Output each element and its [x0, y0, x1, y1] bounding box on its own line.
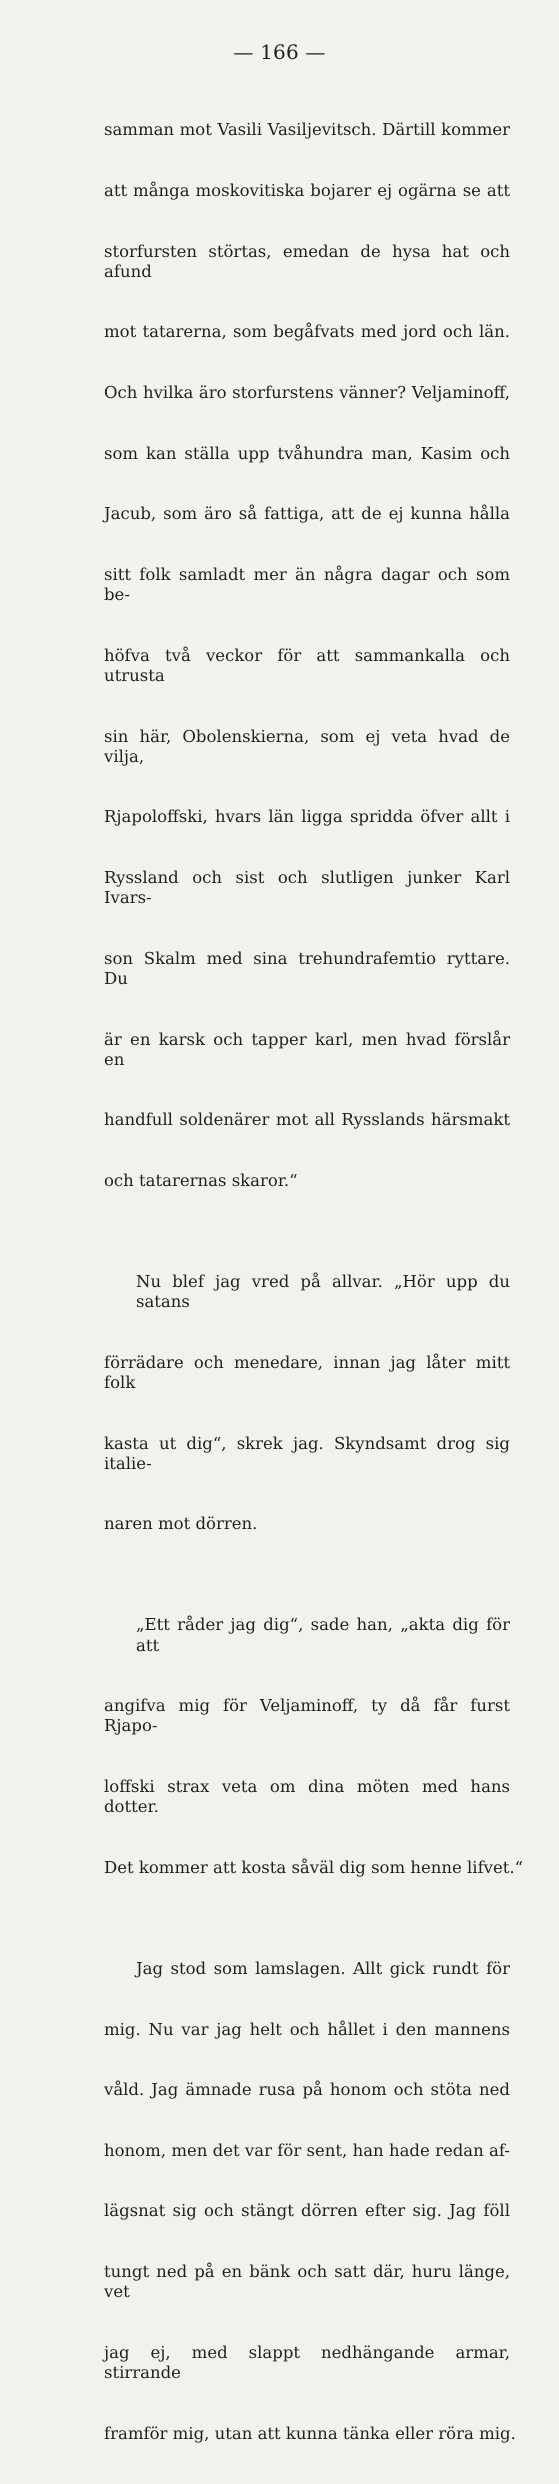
text-line: förrädare och menedare, innan jag låter mitt folk	[104, 1352, 510, 1392]
text-line: och tatarernas skaror.“	[104, 1170, 298, 1190]
text-line: naren mot dörren.	[104, 1514, 258, 1534]
paragraph-1	[104, 80, 510, 1232]
text-line: Rjapoloffski, hvars län ligga spridda öfver allt i	[104, 807, 510, 827]
text-line: „Ett råder jag dig“, sade han, „akta dig för att	[136, 1615, 510, 1655]
text-line: honom, men det var för sent, han hade redan af-	[104, 2140, 510, 2160]
text-line: son Skalm med sina trehundrafemtio ryttare. Du	[104, 948, 510, 988]
text-line: sin här, Obolenskierna, som ej veta hvad de vilja,	[104, 726, 510, 766]
text-line: Nu blef jag vred på allvar. „Hör upp du satans	[136, 1271, 510, 1312]
text-line: att många moskovitiska bojarer ej ogärna se att	[104, 181, 510, 201]
body-text	[104, 80, 524, 2484]
text-line: lägsnat sig och stängt dörren efter sig. Jag föll	[104, 2201, 510, 2221]
text-line: höfva två veckor för att sammankalla och utrusta	[104, 645, 510, 685]
text-line: storfursten störtas, emedan de hysa hat och afund	[104, 241, 510, 281]
text-line: är en karsk och tapper karl, men hvad förslår en	[104, 1029, 510, 1069]
text-line: angifva mig för Veljaminoff, ty då får furst Rjapo-	[104, 1696, 510, 1736]
text-line: Ryssland och sist och slutligen junker Karl Ivars-	[104, 867, 510, 908]
text-line: tungt ned på en bänk och satt där, huru länge, vet	[104, 2261, 510, 2302]
text-line: mig. Nu var jag helt och hållet i den mannens	[104, 2019, 510, 2039]
text-line: Det kommer att kosta såväl dig som henne lifvet.“	[104, 1857, 524, 1877]
text-line: som kan ställa upp tvåhundra man, Kasim och	[104, 443, 510, 463]
text-line: sitt folk samladt mer än några dagar och som be-	[104, 564, 510, 605]
page-number: — 166 —	[233, 40, 326, 64]
paragraph-2	[104, 1232, 510, 1575]
text-line: Jag stod som lamslagen. Allt gick rundt för	[136, 1958, 510, 1978]
text-line: mot tatarerna, som begåfvats med jord och län.	[104, 322, 510, 342]
text-line: jag ej, med slappt nedhängande armar, stirrande	[104, 2342, 510, 2382]
paragraph-4	[104, 1918, 516, 2484]
text-line: kasta ut dig“, skrek jag. Skyndsamt drog sig italie-	[104, 1433, 510, 1473]
text-line: samman mot Vasili Vasiljevitsch. Därtill kommer	[104, 120, 510, 140]
text-line: Jacub, som äro så fattiga, att de ej kunna hålla	[104, 504, 510, 524]
text-line: våld. Jag ämnade rusa på honom och stöta ned	[104, 2080, 510, 2100]
text-line: framför mig, utan att kunna tänka eller röra mig.	[104, 2423, 516, 2443]
text-line: loffski strax veta om dina möten med hans dotter.	[104, 1777, 510, 1817]
paragraph-3	[104, 1575, 524, 1918]
text-line: Och hvilka äro storfurstens vänner? Veljaminoff,	[104, 383, 510, 403]
text-line: handfull soldenärer mot all Rysslands härsmakt	[104, 1110, 510, 1130]
